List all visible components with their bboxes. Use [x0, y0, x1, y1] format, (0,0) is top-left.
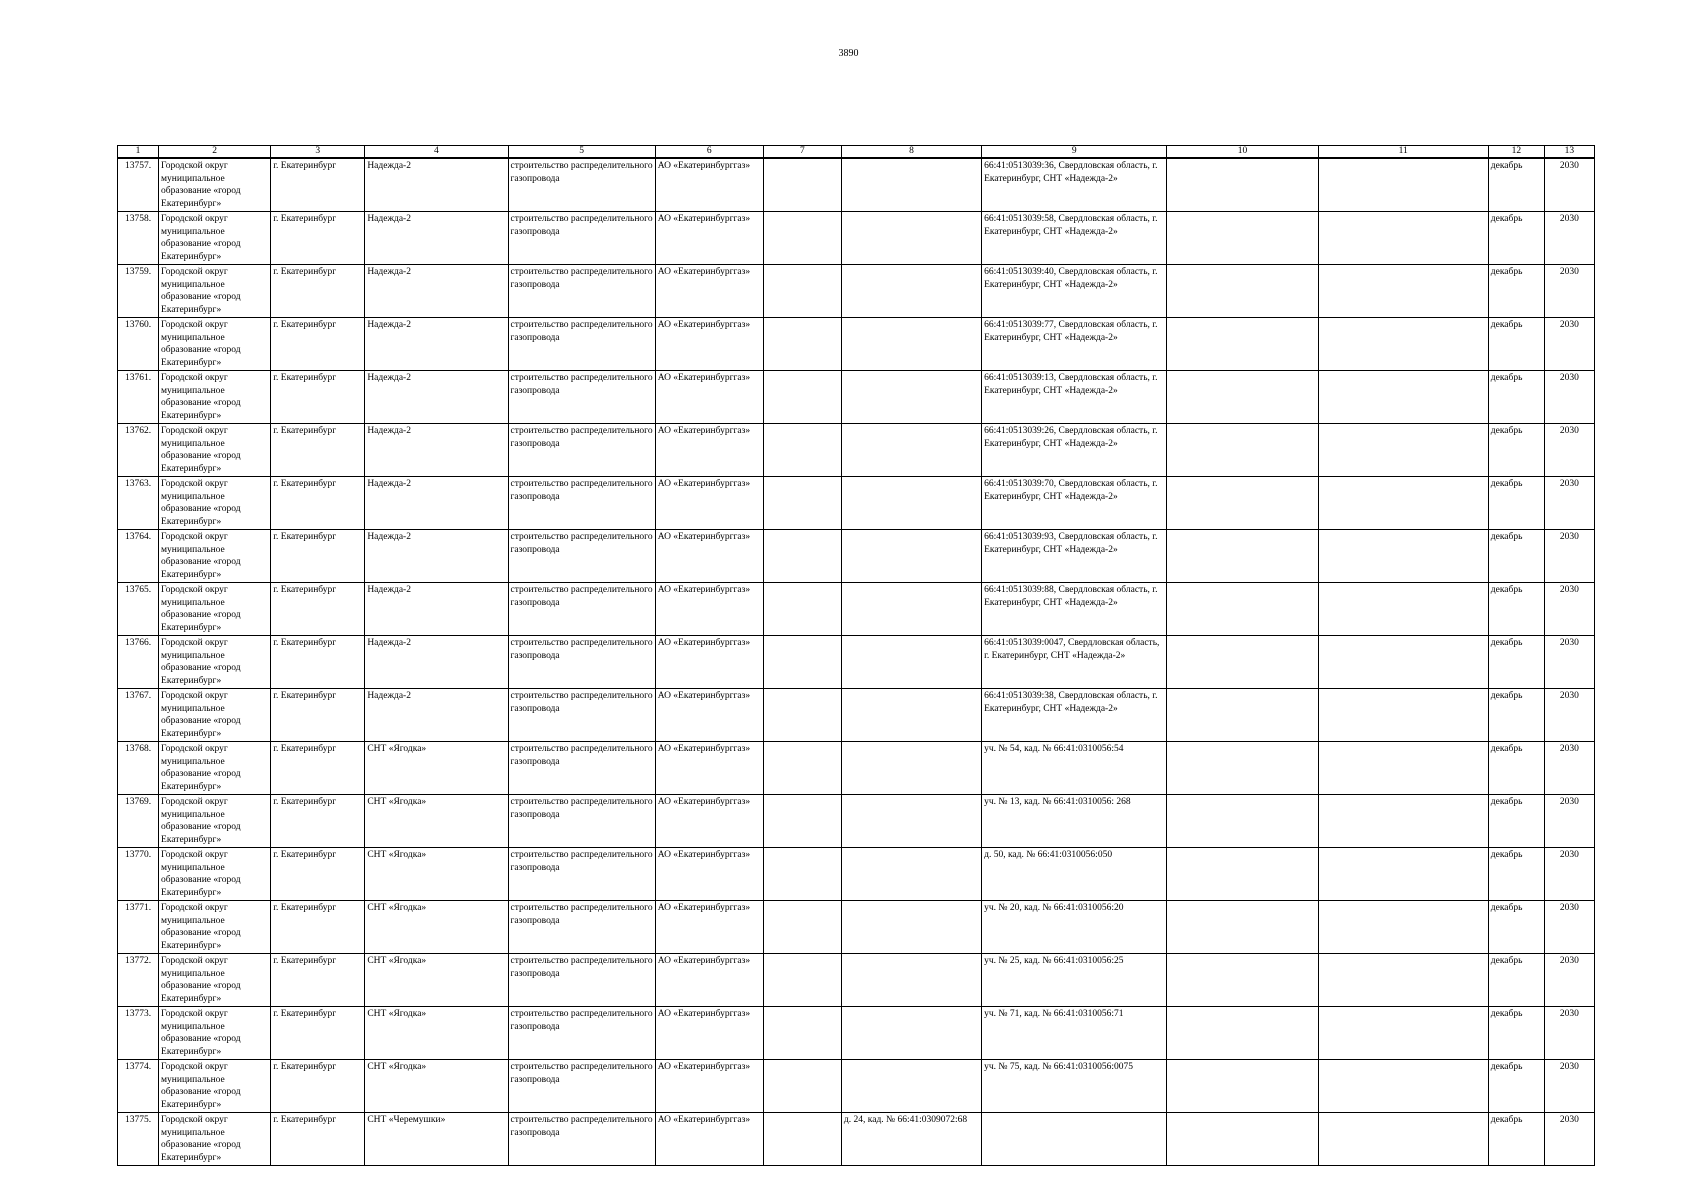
cadastral-address-cell: 66:41:0513039:13, Свердловская область, г. Екатеринбург, СНТ «Надежда-2» [982, 371, 1167, 424]
municipality-cell: Городской округ муниципальное образование «город Екатеринбург» [159, 530, 271, 583]
settlement-cell: г. Екатеринбург [271, 158, 365, 212]
col-11-cell [1318, 477, 1488, 530]
month-cell: декабрь [1488, 636, 1544, 689]
col-11-cell [1318, 901, 1488, 954]
row-number-cell: 13771. [118, 901, 159, 954]
row-number-cell: 13772. [118, 954, 159, 1007]
col-8-cell [841, 795, 981, 848]
col-7-cell [763, 530, 841, 583]
location-cell: СНТ «Ягодка» [365, 901, 508, 954]
column-header-13: 13 [1544, 146, 1594, 159]
work-type-cell: строительство распределительного газопровода [508, 795, 655, 848]
month-cell: декабрь [1488, 795, 1544, 848]
table-row [118, 795, 1595, 848]
col-10-cell [1167, 954, 1318, 1007]
work-type-cell: строительство распределительного газопровода [508, 742, 655, 795]
col-7-cell [763, 954, 841, 1007]
column-header-11: 11 [1318, 146, 1488, 159]
work-type-cell: строительство распределительного газопровода [508, 583, 655, 636]
organization-cell: АО «Екатеринбурггаз» [655, 848, 763, 901]
col-8-cell [841, 477, 981, 530]
organization-cell: АО «Екатеринбурггаз» [655, 530, 763, 583]
col-8-cell [841, 318, 981, 371]
work-type-cell: строительство распределительного газопровода [508, 954, 655, 1007]
location-cell: Надежда-2 [365, 158, 508, 212]
col-11-cell [1318, 371, 1488, 424]
col-7-cell [763, 689, 841, 742]
cadastral-address-cell: уч. № 25, кад. № 66:41:0310056:25 [982, 954, 1167, 1007]
col-8-cell [841, 371, 981, 424]
year-cell: 2030 [1544, 265, 1594, 318]
col-8-cell [841, 689, 981, 742]
year-cell: 2030 [1544, 1113, 1594, 1166]
col-11-cell [1318, 1007, 1488, 1060]
organization-cell: АО «Екатеринбурггаз» [655, 1007, 763, 1060]
table-row [118, 636, 1595, 689]
location-cell: Надежда-2 [365, 265, 508, 318]
col-10-cell [1167, 1007, 1318, 1060]
year-cell: 2030 [1544, 742, 1594, 795]
municipality-cell: Городской округ муниципальное образование «город Екатеринбург» [159, 371, 271, 424]
column-header-4: 4 [365, 146, 508, 159]
work-type-cell: строительство распределительного газопровода [508, 901, 655, 954]
location-cell: Надежда-2 [365, 371, 508, 424]
year-cell: 2030 [1544, 158, 1594, 212]
work-type-cell: строительство распределительного газопровода [508, 1113, 655, 1166]
row-number-cell: 13760. [118, 318, 159, 371]
month-cell: декабрь [1488, 158, 1544, 212]
cadastral-address-cell: 66:41:0513039:26, Свердловская область, г. Екатеринбург, СНТ «Надежда-2» [982, 424, 1167, 477]
organization-cell: АО «Екатеринбурггаз» [655, 1060, 763, 1113]
row-number-cell: 13764. [118, 530, 159, 583]
col-7-cell [763, 848, 841, 901]
col-7-cell [763, 1113, 841, 1166]
settlement-cell: г. Екатеринбург [271, 583, 365, 636]
col-11-cell [1318, 212, 1488, 265]
organization-cell: АО «Екатеринбурггаз» [655, 158, 763, 212]
year-cell: 2030 [1544, 477, 1594, 530]
col-7-cell [763, 318, 841, 371]
row-number-cell: 13763. [118, 477, 159, 530]
month-cell: декабрь [1488, 265, 1544, 318]
municipality-cell: Городской округ муниципальное образование «город Екатеринбург» [159, 848, 271, 901]
month-cell: декабрь [1488, 1060, 1544, 1113]
organization-cell: АО «Екатеринбурггаз» [655, 636, 763, 689]
column-header-1: 1 [118, 146, 159, 159]
cadastral-address-cell: 66:41:0513039:88, Свердловская область, г. Екатеринбург, СНТ «Надежда-2» [982, 583, 1167, 636]
col-11-cell [1318, 742, 1488, 795]
table-header [118, 146, 1595, 159]
cadastral-address-cell: 66:41:0513039:40, Свердловская область, г. Екатеринбург, СНТ «Надежда-2» [982, 265, 1167, 318]
municipality-cell: Городской округ муниципальное образование «город Екатеринбург» [159, 901, 271, 954]
row-number-cell: 13762. [118, 424, 159, 477]
col-8-cell [841, 901, 981, 954]
col-11-cell [1318, 1060, 1488, 1113]
cadastral-address-cell: 66:41:0513039:0047, Свердловская область, г. Екатеринбург, СНТ «Надежда-2» [982, 636, 1167, 689]
col-8-cell [841, 954, 981, 1007]
municipality-cell: Городской округ муниципальное образование «город Екатеринбург» [159, 636, 271, 689]
municipality-cell: Городской округ муниципальное образование «город Екатеринбург» [159, 212, 271, 265]
table-row [118, 583, 1595, 636]
month-cell: декабрь [1488, 1007, 1544, 1060]
col-11-cell [1318, 795, 1488, 848]
cadastral-address-cell: 66:41:0513039:58, Свердловская область, г. Екатеринбург, СНТ «Надежда-2» [982, 212, 1167, 265]
row-number-cell: 13769. [118, 795, 159, 848]
month-cell: декабрь [1488, 689, 1544, 742]
month-cell: декабрь [1488, 1113, 1544, 1166]
col-10-cell [1167, 424, 1318, 477]
year-cell: 2030 [1544, 954, 1594, 1007]
col-8-cell [841, 530, 981, 583]
table-row [118, 1007, 1595, 1060]
location-cell: Надежда-2 [365, 477, 508, 530]
col-8-cell: д. 24, кад. № 66:41:0309072:68 [841, 1113, 981, 1166]
location-cell: СНТ «Ягодка» [365, 795, 508, 848]
location-cell: Надежда-2 [365, 689, 508, 742]
row-number-cell: 13767. [118, 689, 159, 742]
organization-cell: АО «Екатеринбурггаз» [655, 477, 763, 530]
location-cell: Надежда-2 [365, 636, 508, 689]
settlement-cell: г. Екатеринбург [271, 689, 365, 742]
row-number-cell: 13770. [118, 848, 159, 901]
col-11-cell [1318, 689, 1488, 742]
organization-cell: АО «Екатеринбурггаз» [655, 318, 763, 371]
row-number-cell: 13775. [118, 1113, 159, 1166]
settlement-cell: г. Екатеринбург [271, 954, 365, 1007]
month-cell: декабрь [1488, 742, 1544, 795]
row-number-cell: 13773. [118, 1007, 159, 1060]
col-11-cell [1318, 1113, 1488, 1166]
row-number-cell: 13768. [118, 742, 159, 795]
organization-cell: АО «Екатеринбурггаз» [655, 954, 763, 1007]
col-8-cell [841, 212, 981, 265]
month-cell: декабрь [1488, 901, 1544, 954]
table-row [118, 1113, 1595, 1166]
col-11-cell [1318, 848, 1488, 901]
work-type-cell: строительство распределительного газопровода [508, 689, 655, 742]
work-type-cell: строительство распределительного газопровода [508, 848, 655, 901]
municipality-cell: Городской округ муниципальное образование «город Екатеринбург» [159, 1007, 271, 1060]
settlement-cell: г. Екатеринбург [271, 636, 365, 689]
table-row [118, 742, 1595, 795]
settlement-cell: г. Екатеринбург [271, 424, 365, 477]
year-cell: 2030 [1544, 901, 1594, 954]
cadastral-address-cell: 66:41:0513039:70, Свердловская область, г. Екатеринбург, СНТ «Надежда-2» [982, 477, 1167, 530]
col-7-cell [763, 212, 841, 265]
location-cell: СНТ «Ягодка» [365, 742, 508, 795]
municipality-cell: Городской округ муниципальное образование «город Екатеринбург» [159, 424, 271, 477]
settlement-cell: г. Екатеринбург [271, 848, 365, 901]
col-10-cell [1167, 1060, 1318, 1113]
organization-cell: АО «Екатеринбурггаз» [655, 265, 763, 318]
col-11-cell [1318, 530, 1488, 583]
settlement-cell: г. Екатеринбург [271, 1007, 365, 1060]
municipality-cell: Городской округ муниципальное образование «город Екатеринбург» [159, 158, 271, 212]
col-10-cell [1167, 212, 1318, 265]
municipality-cell: Городской округ муниципальное образование «город Екатеринбург» [159, 795, 271, 848]
col-10-cell [1167, 742, 1318, 795]
col-7-cell [763, 1007, 841, 1060]
column-header-2: 2 [159, 146, 271, 159]
municipality-cell: Городской округ муниципальное образование «город Екатеринбург» [159, 1060, 271, 1113]
table-row [118, 424, 1595, 477]
col-7-cell [763, 742, 841, 795]
column-header-12: 12 [1488, 146, 1544, 159]
col-11-cell [1318, 954, 1488, 1007]
location-cell: СНТ «Ягодка» [365, 1007, 508, 1060]
cadastral-address-cell: уч. № 20, кад. № 66:41:0310056:20 [982, 901, 1167, 954]
location-cell: Надежда-2 [365, 424, 508, 477]
year-cell: 2030 [1544, 371, 1594, 424]
month-cell: декабрь [1488, 424, 1544, 477]
year-cell: 2030 [1544, 212, 1594, 265]
column-header-10: 10 [1167, 146, 1318, 159]
location-cell: СНТ «Ягодка» [365, 848, 508, 901]
table-row [118, 848, 1595, 901]
header-row [118, 146, 1595, 159]
col-10-cell [1167, 158, 1318, 212]
col-8-cell [841, 848, 981, 901]
month-cell: декабрь [1488, 848, 1544, 901]
location-cell: Надежда-2 [365, 530, 508, 583]
settlement-cell: г. Екатеринбург [271, 371, 365, 424]
work-type-cell: строительство распределительного газопровода [508, 1060, 655, 1113]
table-row [118, 318, 1595, 371]
column-header-9: 9 [982, 146, 1167, 159]
month-cell: декабрь [1488, 954, 1544, 1007]
settlement-cell: г. Екатеринбург [271, 477, 365, 530]
settlement-cell: г. Екатеринбург [271, 318, 365, 371]
municipality-cell: Городской округ муниципальное образование «город Екатеринбург» [159, 742, 271, 795]
col-7-cell [763, 636, 841, 689]
col-10-cell [1167, 1113, 1318, 1166]
col-10-cell [1167, 689, 1318, 742]
registry-table [117, 145, 1595, 1166]
municipality-cell: Городской округ муниципальное образование «город Екатеринбург» [159, 318, 271, 371]
organization-cell: АО «Екатеринбурггаз» [655, 371, 763, 424]
column-header-8: 8 [841, 146, 981, 159]
year-cell: 2030 [1544, 636, 1594, 689]
year-cell: 2030 [1544, 530, 1594, 583]
table-row [118, 265, 1595, 318]
col-8-cell [841, 158, 981, 212]
month-cell: декабрь [1488, 371, 1544, 424]
col-10-cell [1167, 795, 1318, 848]
column-header-6: 6 [655, 146, 763, 159]
organization-cell: АО «Екатеринбурггаз» [655, 212, 763, 265]
row-number-cell: 13761. [118, 371, 159, 424]
cadastral-address-cell: уч. № 54, кад. № 66:41:0310056:54 [982, 742, 1167, 795]
col-10-cell [1167, 901, 1318, 954]
location-cell: СНТ «Ягодка» [365, 954, 508, 1007]
col-8-cell [841, 1060, 981, 1113]
row-number-cell: 13766. [118, 636, 159, 689]
cadastral-address-cell: уч. № 75, кад. № 66:41:0310056:0075 [982, 1060, 1167, 1113]
column-header-7: 7 [763, 146, 841, 159]
col-10-cell [1167, 848, 1318, 901]
table-body [118, 158, 1595, 1166]
year-cell: 2030 [1544, 848, 1594, 901]
cadastral-address-cell: д. 50, кад. № 66:41:0310056:050 [982, 848, 1167, 901]
work-type-cell: строительство распределительного газопровода [508, 1007, 655, 1060]
settlement-cell: г. Екатеринбург [271, 1113, 365, 1166]
year-cell: 2030 [1544, 795, 1594, 848]
col-10-cell [1167, 636, 1318, 689]
municipality-cell: Городской округ муниципальное образование «город Екатеринбург» [159, 265, 271, 318]
table-row [118, 212, 1595, 265]
organization-cell: АО «Екатеринбурггаз» [655, 742, 763, 795]
month-cell: декабрь [1488, 212, 1544, 265]
year-cell: 2030 [1544, 1007, 1594, 1060]
settlement-cell: г. Екатеринбург [271, 1060, 365, 1113]
cadastral-address-cell: уч. № 13, кад. № 66:41:0310056: 268 [982, 795, 1167, 848]
table-row [118, 158, 1595, 212]
row-number-cell: 13758. [118, 212, 159, 265]
column-header-3: 3 [271, 146, 365, 159]
col-10-cell [1167, 371, 1318, 424]
settlement-cell: г. Екатеринбург [271, 795, 365, 848]
col-10-cell [1167, 530, 1318, 583]
col-8-cell [841, 424, 981, 477]
municipality-cell: Городской округ муниципальное образование «город Екатеринбург» [159, 583, 271, 636]
cadastral-address-cell [982, 1113, 1167, 1166]
col-7-cell [763, 901, 841, 954]
municipality-cell: Городской округ муниципальное образование «город Екатеринбург» [159, 477, 271, 530]
work-type-cell: строительство распределительного газопровода [508, 636, 655, 689]
organization-cell: АО «Екатеринбурггаз» [655, 583, 763, 636]
month-cell: декабрь [1488, 477, 1544, 530]
municipality-cell: Городской округ муниципальное образование «город Екатеринбург» [159, 954, 271, 1007]
location-cell: Надежда-2 [365, 212, 508, 265]
col-7-cell [763, 371, 841, 424]
col-7-cell [763, 424, 841, 477]
col-11-cell [1318, 265, 1488, 318]
table-row [118, 477, 1595, 530]
location-cell: СНТ «Черемушки» [365, 1113, 508, 1166]
work-type-cell: строительство распределительного газопровода [508, 477, 655, 530]
organization-cell: АО «Екатеринбурггаз» [655, 901, 763, 954]
cadastral-address-cell: 66:41:0513039:36, Свердловская область, г. Екатеринбург, СНТ «Надежда-2» [982, 158, 1167, 212]
year-cell: 2030 [1544, 318, 1594, 371]
col-10-cell [1167, 265, 1318, 318]
municipality-cell: Городской округ муниципальное образование «город Екатеринбург» [159, 1113, 271, 1166]
work-type-cell: строительство распределительного газопровода [508, 265, 655, 318]
work-type-cell: строительство распределительного газопровода [508, 318, 655, 371]
col-10-cell [1167, 477, 1318, 530]
col-8-cell [841, 583, 981, 636]
work-type-cell: строительство распределительного газопровода [508, 212, 655, 265]
organization-cell: АО «Екатеринбурггаз» [655, 424, 763, 477]
cadastral-address-cell: 66:41:0513039:38, Свердловская область, г. Екатеринбург, СНТ «Надежда-2» [982, 689, 1167, 742]
col-11-cell [1318, 583, 1488, 636]
month-cell: декабрь [1488, 583, 1544, 636]
col-8-cell [841, 636, 981, 689]
work-type-cell: строительство распределительного газопровода [508, 371, 655, 424]
month-cell: декабрь [1488, 318, 1544, 371]
col-7-cell [763, 265, 841, 318]
table-row [118, 901, 1595, 954]
col-11-cell [1318, 424, 1488, 477]
cadastral-address-cell: 66:41:0513039:93, Свердловская область, г. Екатеринбург, СНТ «Надежда-2» [982, 530, 1167, 583]
col-11-cell [1318, 158, 1488, 212]
location-cell: Надежда-2 [365, 583, 508, 636]
col-8-cell [841, 1007, 981, 1060]
settlement-cell: г. Екатеринбург [271, 901, 365, 954]
settlement-cell: г. Екатеринбург [271, 265, 365, 318]
work-type-cell: строительство распределительного газопровода [508, 530, 655, 583]
organization-cell: АО «Екатеринбурггаз» [655, 1113, 763, 1166]
table-row [118, 954, 1595, 1007]
cadastral-address-cell: 66:41:0513039:77, Свердловская область, г. Екатеринбург, СНТ «Надежда-2» [982, 318, 1167, 371]
col-7-cell [763, 583, 841, 636]
work-type-cell: строительство распределительного газопровода [508, 424, 655, 477]
col-7-cell [763, 158, 841, 212]
municipality-cell: Городской округ муниципальное образование «город Екатеринбург» [159, 689, 271, 742]
location-cell: СНТ «Ягодка» [365, 1060, 508, 1113]
col-11-cell [1318, 636, 1488, 689]
year-cell: 2030 [1544, 689, 1594, 742]
col-8-cell [841, 742, 981, 795]
column-header-5: 5 [508, 146, 655, 159]
row-number-cell: 13774. [118, 1060, 159, 1113]
table-row [118, 530, 1595, 583]
location-cell: Надежда-2 [365, 318, 508, 371]
row-number-cell: 13765. [118, 583, 159, 636]
cadastral-address-cell: уч. № 71, кад. № 66:41:0310056:71 [982, 1007, 1167, 1060]
settlement-cell: г. Екатеринбург [271, 530, 365, 583]
row-number-cell: 13757. [118, 158, 159, 212]
col-10-cell [1167, 583, 1318, 636]
col-7-cell [763, 477, 841, 530]
organization-cell: АО «Екатеринбурггаз» [655, 795, 763, 848]
year-cell: 2030 [1544, 424, 1594, 477]
table-row [118, 1060, 1595, 1113]
month-cell: декабрь [1488, 530, 1544, 583]
work-type-cell: строительство распределительного газопровода [508, 158, 655, 212]
settlement-cell: г. Екатеринбург [271, 212, 365, 265]
table-row [118, 689, 1595, 742]
page-number: 3890 [838, 48, 859, 59]
col-11-cell [1318, 318, 1488, 371]
col-7-cell [763, 795, 841, 848]
col-7-cell [763, 1060, 841, 1113]
year-cell: 2030 [1544, 583, 1594, 636]
settlement-cell: г. Екатеринбург [271, 742, 365, 795]
table-row [118, 371, 1595, 424]
year-cell: 2030 [1544, 1060, 1594, 1113]
col-10-cell [1167, 318, 1318, 371]
organization-cell: АО «Екатеринбурггаз» [655, 689, 763, 742]
row-number-cell: 13759. [118, 265, 159, 318]
col-8-cell [841, 265, 981, 318]
